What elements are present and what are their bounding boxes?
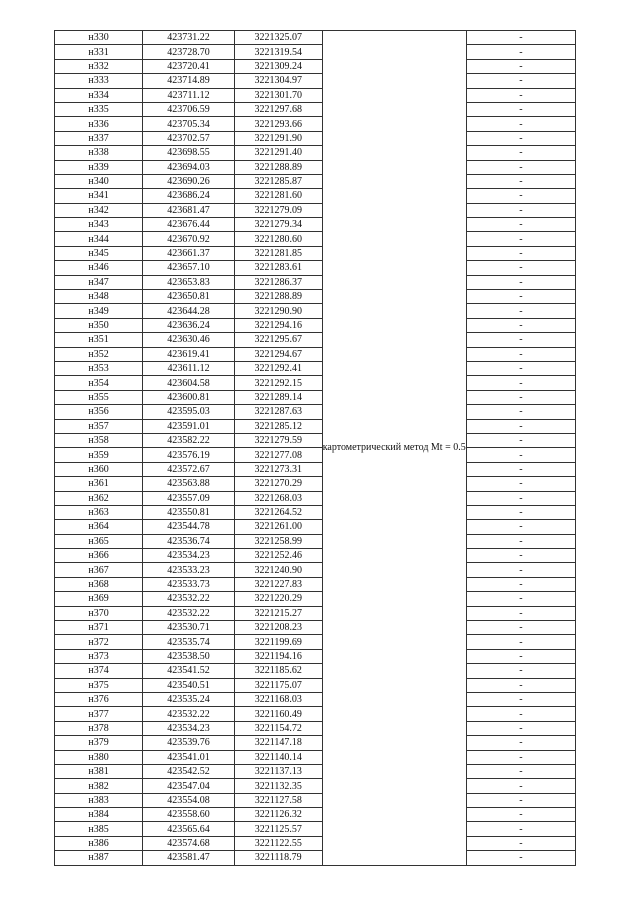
- point-name-cell: н360: [55, 462, 143, 476]
- description-cell: -: [466, 822, 575, 836]
- x-coordinate-cell: 423530.71: [143, 621, 235, 635]
- x-coordinate-cell: 423572.67: [143, 462, 235, 476]
- point-name-cell: н367: [55, 563, 143, 577]
- y-coordinate-cell: 3221325.07: [234, 31, 322, 45]
- point-name-cell: н337: [55, 131, 143, 145]
- description-cell: -: [466, 836, 575, 850]
- description-cell: -: [466, 621, 575, 635]
- y-coordinate-cell: 3221277.08: [234, 448, 322, 462]
- y-coordinate-cell: 3221194.16: [234, 649, 322, 663]
- description-cell: -: [466, 793, 575, 807]
- point-name-cell: н346: [55, 261, 143, 275]
- point-name-cell: н368: [55, 577, 143, 591]
- y-coordinate-cell: 3221273.31: [234, 462, 322, 476]
- y-coordinate-cell: 3221122.55: [234, 836, 322, 850]
- x-coordinate-cell: 423644.28: [143, 304, 235, 318]
- table-row: [55, 505, 576, 519]
- x-coordinate-cell: 423636.24: [143, 318, 235, 332]
- x-coordinate-cell: 423714.89: [143, 74, 235, 88]
- point-name-cell: н366: [55, 549, 143, 563]
- x-coordinate-cell: 423728.70: [143, 45, 235, 59]
- description-cell: -: [466, 520, 575, 534]
- point-name-cell: н330: [55, 31, 143, 45]
- y-coordinate-cell: 3221292.41: [234, 361, 322, 375]
- x-coordinate-cell: 423690.26: [143, 174, 235, 188]
- description-cell: -: [466, 390, 575, 404]
- x-coordinate-cell: 423630.46: [143, 333, 235, 347]
- point-name-cell: н371: [55, 621, 143, 635]
- x-coordinate-cell: 423731.22: [143, 31, 235, 45]
- point-name-cell: н357: [55, 419, 143, 433]
- table-row: [55, 822, 576, 836]
- y-coordinate-cell: 3221281.85: [234, 246, 322, 260]
- point-name-cell: н350: [55, 318, 143, 332]
- table-row: [55, 31, 576, 45]
- x-coordinate-cell: 423563.88: [143, 477, 235, 491]
- description-cell: -: [466, 491, 575, 505]
- point-name-cell: н335: [55, 102, 143, 116]
- y-coordinate-cell: 3221280.60: [234, 232, 322, 246]
- table-row: [55, 361, 576, 375]
- y-coordinate-cell: 3221240.90: [234, 563, 322, 577]
- description-cell: -: [466, 764, 575, 778]
- x-coordinate-cell: 423536.74: [143, 534, 235, 548]
- description-cell: -: [466, 189, 575, 203]
- description-cell: -: [466, 606, 575, 620]
- point-name-cell: н356: [55, 405, 143, 419]
- y-coordinate-cell: 3221132.35: [234, 779, 322, 793]
- y-coordinate-cell: 3221279.09: [234, 203, 322, 217]
- point-name-cell: н342: [55, 203, 143, 217]
- y-coordinate-cell: 3221140.14: [234, 750, 322, 764]
- x-coordinate-cell: 423661.37: [143, 246, 235, 260]
- x-coordinate-cell: 423686.24: [143, 189, 235, 203]
- x-coordinate-cell: 423582.22: [143, 433, 235, 447]
- table-row: [55, 779, 576, 793]
- y-coordinate-cell: 3221291.40: [234, 146, 322, 160]
- table-row: [55, 88, 576, 102]
- point-name-cell: н361: [55, 477, 143, 491]
- table-row: [55, 577, 576, 591]
- x-coordinate-cell: 423533.73: [143, 577, 235, 591]
- x-coordinate-cell: 423706.59: [143, 102, 235, 116]
- point-name-cell: н354: [55, 376, 143, 390]
- x-coordinate-cell: 423604.58: [143, 376, 235, 390]
- description-cell: -: [466, 218, 575, 232]
- table-row: [55, 419, 576, 433]
- point-name-cell: н339: [55, 160, 143, 174]
- x-coordinate-cell: 423542.52: [143, 764, 235, 778]
- description-cell: -: [466, 549, 575, 563]
- point-name-cell: н334: [55, 88, 143, 102]
- x-coordinate-cell: 423698.55: [143, 146, 235, 160]
- point-name-cell: н359: [55, 448, 143, 462]
- x-coordinate-cell: 423702.57: [143, 131, 235, 145]
- point-name-cell: н331: [55, 45, 143, 59]
- description-cell: -: [466, 592, 575, 606]
- point-name-cell: н386: [55, 836, 143, 850]
- point-name-cell: н377: [55, 707, 143, 721]
- point-name-cell: н373: [55, 649, 143, 663]
- table-row: [55, 764, 576, 778]
- table-row: [55, 174, 576, 188]
- table-row: [55, 750, 576, 764]
- y-coordinate-cell: 3221304.97: [234, 74, 322, 88]
- point-name-cell: н336: [55, 117, 143, 131]
- point-name-cell: н370: [55, 606, 143, 620]
- y-coordinate-cell: 3221292.15: [234, 376, 322, 390]
- x-coordinate-cell: 423535.24: [143, 692, 235, 706]
- y-coordinate-cell: 3221289.14: [234, 390, 322, 404]
- point-name-cell: н378: [55, 721, 143, 735]
- x-coordinate-cell: 423574.68: [143, 836, 235, 850]
- point-name-cell: н362: [55, 491, 143, 505]
- table-row: [55, 707, 576, 721]
- description-cell: -: [466, 246, 575, 260]
- x-coordinate-cell: 423541.01: [143, 750, 235, 764]
- table-row: [55, 261, 576, 275]
- y-coordinate-cell: 3221270.29: [234, 477, 322, 491]
- table-row: [55, 793, 576, 807]
- y-coordinate-cell: 3221301.70: [234, 88, 322, 102]
- point-name-cell: н372: [55, 635, 143, 649]
- point-name-cell: н358: [55, 433, 143, 447]
- table-row: [55, 376, 576, 390]
- table-row: [55, 736, 576, 750]
- point-name-cell: н343: [55, 218, 143, 232]
- y-coordinate-cell: 3221288.89: [234, 160, 322, 174]
- description-cell: -: [466, 563, 575, 577]
- table-row: [55, 491, 576, 505]
- table-row: [55, 563, 576, 577]
- description-cell: -: [466, 808, 575, 822]
- y-coordinate-cell: 3221268.03: [234, 491, 322, 505]
- x-coordinate-cell: 423538.50: [143, 649, 235, 663]
- point-name-cell: н380: [55, 750, 143, 764]
- table-row: [55, 131, 576, 145]
- x-coordinate-cell: 423534.23: [143, 721, 235, 735]
- point-name-cell: н349: [55, 304, 143, 318]
- table-row: [55, 721, 576, 735]
- table-row: [55, 304, 576, 318]
- x-coordinate-cell: 423540.51: [143, 678, 235, 692]
- y-coordinate-cell: 3221288.89: [234, 290, 322, 304]
- y-coordinate-cell: 3221279.59: [234, 433, 322, 447]
- description-cell: -: [466, 347, 575, 361]
- point-name-cell: н384: [55, 808, 143, 822]
- description-cell: -: [466, 692, 575, 706]
- table-row: [55, 74, 576, 88]
- table-row: [55, 333, 576, 347]
- table-row: [55, 462, 576, 476]
- point-name-cell: н341: [55, 189, 143, 203]
- table-row: [55, 678, 576, 692]
- x-coordinate-cell: 423595.03: [143, 405, 235, 419]
- table-row: [55, 592, 576, 606]
- table-row: [55, 203, 576, 217]
- y-coordinate-cell: 3221160.49: [234, 707, 322, 721]
- description-cell: -: [466, 261, 575, 275]
- x-coordinate-cell: 423711.12: [143, 88, 235, 102]
- description-cell: -: [466, 131, 575, 145]
- point-name-cell: н382: [55, 779, 143, 793]
- x-coordinate-cell: 423681.47: [143, 203, 235, 217]
- description-cell: -: [466, 477, 575, 491]
- table-row: [55, 45, 576, 59]
- description-cell: -: [466, 405, 575, 419]
- table-row: [55, 520, 576, 534]
- description-cell: -: [466, 736, 575, 750]
- y-coordinate-cell: 3221168.03: [234, 692, 322, 706]
- description-cell: -: [466, 707, 575, 721]
- point-name-cell: н347: [55, 275, 143, 289]
- x-coordinate-cell: 423705.34: [143, 117, 235, 131]
- y-coordinate-cell: 3221297.68: [234, 102, 322, 116]
- x-coordinate-cell: 423544.78: [143, 520, 235, 534]
- y-coordinate-cell: 3221215.27: [234, 606, 322, 620]
- table-row: [55, 405, 576, 419]
- point-name-cell: н355: [55, 390, 143, 404]
- y-coordinate-cell: 3221125.57: [234, 822, 322, 836]
- table-body: [55, 31, 576, 866]
- y-coordinate-cell: 3221137.13: [234, 764, 322, 778]
- x-coordinate-cell: 423535.74: [143, 635, 235, 649]
- point-name-cell: н353: [55, 361, 143, 375]
- x-coordinate-cell: 423550.81: [143, 505, 235, 519]
- point-name-cell: н348: [55, 290, 143, 304]
- y-coordinate-cell: 3221291.90: [234, 131, 322, 145]
- y-coordinate-cell: 3221126.32: [234, 808, 322, 822]
- point-name-cell: н340: [55, 174, 143, 188]
- table-row: [55, 390, 576, 404]
- y-coordinate-cell: 3221287.63: [234, 405, 322, 419]
- point-name-cell: н381: [55, 764, 143, 778]
- x-coordinate-cell: 423532.22: [143, 606, 235, 620]
- y-coordinate-cell: 3221295.67: [234, 333, 322, 347]
- point-name-cell: н379: [55, 736, 143, 750]
- point-name-cell: н332: [55, 59, 143, 73]
- y-coordinate-cell: 3221264.52: [234, 505, 322, 519]
- description-cell: -: [466, 664, 575, 678]
- point-name-cell: н344: [55, 232, 143, 246]
- point-name-cell: н385: [55, 822, 143, 836]
- point-name-cell: н363: [55, 505, 143, 519]
- x-coordinate-cell: 423539.76: [143, 736, 235, 750]
- description-cell: -: [466, 779, 575, 793]
- table-row: [55, 534, 576, 548]
- y-coordinate-cell: 3221118.79: [234, 851, 322, 865]
- table-row: [55, 290, 576, 304]
- y-coordinate-cell: 3221208.23: [234, 621, 322, 635]
- description-cell: -: [466, 74, 575, 88]
- x-coordinate-cell: 423558.60: [143, 808, 235, 822]
- table-row: [55, 649, 576, 663]
- y-coordinate-cell: 3221319.54: [234, 45, 322, 59]
- x-coordinate-cell: 423533.23: [143, 563, 235, 577]
- x-coordinate-cell: 423534.23: [143, 549, 235, 563]
- point-name-cell: н374: [55, 664, 143, 678]
- description-cell: -: [466, 678, 575, 692]
- description-cell: -: [466, 232, 575, 246]
- method-cell: картометрический метод Mt = 0.5: [322, 31, 466, 866]
- description-cell: -: [466, 534, 575, 548]
- table-row: [55, 102, 576, 116]
- x-coordinate-cell: 423581.47: [143, 851, 235, 865]
- x-coordinate-cell: 423532.22: [143, 592, 235, 606]
- x-coordinate-cell: 423611.12: [143, 361, 235, 375]
- y-coordinate-cell: 3221127.58: [234, 793, 322, 807]
- x-coordinate-cell: 423694.03: [143, 160, 235, 174]
- point-name-cell: н364: [55, 520, 143, 534]
- x-coordinate-cell: 423565.64: [143, 822, 235, 836]
- table-row: [55, 477, 576, 491]
- description-cell: -: [466, 462, 575, 476]
- point-name-cell: н351: [55, 333, 143, 347]
- y-coordinate-cell: 3221261.00: [234, 520, 322, 534]
- description-cell: -: [466, 31, 575, 45]
- description-cell: -: [466, 102, 575, 116]
- point-name-cell: н345: [55, 246, 143, 260]
- description-cell: -: [466, 505, 575, 519]
- x-coordinate-cell: 423557.09: [143, 491, 235, 505]
- description-cell: -: [466, 448, 575, 462]
- description-cell: -: [466, 851, 575, 865]
- table-row: [55, 59, 576, 73]
- x-coordinate-cell: 423653.83: [143, 275, 235, 289]
- y-coordinate-cell: 3221285.87: [234, 174, 322, 188]
- point-name-cell: н383: [55, 793, 143, 807]
- y-coordinate-cell: 3221185.62: [234, 664, 322, 678]
- description-cell: -: [466, 146, 575, 160]
- point-name-cell: н376: [55, 692, 143, 706]
- point-name-cell: н375: [55, 678, 143, 692]
- description-cell: -: [466, 318, 575, 332]
- table-row: [55, 635, 576, 649]
- x-coordinate-cell: 423676.44: [143, 218, 235, 232]
- x-coordinate-cell: 423670.92: [143, 232, 235, 246]
- y-coordinate-cell: 3221281.60: [234, 189, 322, 203]
- description-cell: -: [466, 721, 575, 735]
- description-cell: -: [466, 750, 575, 764]
- x-coordinate-cell: 423720.41: [143, 59, 235, 73]
- table-row: [55, 664, 576, 678]
- point-name-cell: н369: [55, 592, 143, 606]
- table-row: [55, 275, 576, 289]
- table-row: [55, 218, 576, 232]
- description-cell: -: [466, 333, 575, 347]
- description-cell: -: [466, 433, 575, 447]
- description-cell: -: [466, 635, 575, 649]
- x-coordinate-cell: 423541.52: [143, 664, 235, 678]
- table-row: [55, 808, 576, 822]
- table-row: [55, 189, 576, 203]
- y-coordinate-cell: 3221283.61: [234, 261, 322, 275]
- table-row: [55, 232, 576, 246]
- x-coordinate-cell: 423554.08: [143, 793, 235, 807]
- description-cell: -: [466, 45, 575, 59]
- point-name-cell: н333: [55, 74, 143, 88]
- table-row: [55, 347, 576, 361]
- y-coordinate-cell: 3221147.18: [234, 736, 322, 750]
- y-coordinate-cell: 3221258.99: [234, 534, 322, 548]
- point-name-cell: н338: [55, 146, 143, 160]
- description-cell: -: [466, 117, 575, 131]
- description-cell: -: [466, 275, 575, 289]
- description-cell: -: [466, 361, 575, 375]
- table-row: [55, 606, 576, 620]
- table-row: [55, 433, 576, 447]
- description-cell: -: [466, 59, 575, 73]
- table-row: [55, 836, 576, 850]
- description-cell: -: [466, 290, 575, 304]
- description-cell: -: [466, 88, 575, 102]
- description-cell: -: [466, 160, 575, 174]
- table-row: [55, 318, 576, 332]
- table-row: [55, 851, 576, 865]
- x-coordinate-cell: 423600.81: [143, 390, 235, 404]
- description-cell: -: [466, 577, 575, 591]
- point-name-cell: н387: [55, 851, 143, 865]
- description-cell: -: [466, 174, 575, 188]
- x-coordinate-cell: 423532.22: [143, 707, 235, 721]
- y-coordinate-cell: 3221252.46: [234, 549, 322, 563]
- y-coordinate-cell: 3221286.37: [234, 275, 322, 289]
- y-coordinate-cell: 3221285.12: [234, 419, 322, 433]
- table-row: [55, 448, 576, 462]
- y-coordinate-cell: 3221293.66: [234, 117, 322, 131]
- x-coordinate-cell: 423657.10: [143, 261, 235, 275]
- y-coordinate-cell: 3221294.16: [234, 318, 322, 332]
- y-coordinate-cell: 3221279.34: [234, 218, 322, 232]
- x-coordinate-cell: 423619.41: [143, 347, 235, 361]
- x-coordinate-cell: 423650.81: [143, 290, 235, 304]
- x-coordinate-cell: 423576.19: [143, 448, 235, 462]
- description-cell: -: [466, 649, 575, 663]
- y-coordinate-cell: 3221227.83: [234, 577, 322, 591]
- point-name-cell: н365: [55, 534, 143, 548]
- table-row: [55, 246, 576, 260]
- table-row: [55, 146, 576, 160]
- y-coordinate-cell: 3221290.90: [234, 304, 322, 318]
- table-row: [55, 621, 576, 635]
- table-row: [55, 160, 576, 174]
- y-coordinate-cell: 3221220.29: [234, 592, 322, 606]
- x-coordinate-cell: 423547.04: [143, 779, 235, 793]
- y-coordinate-cell: 3221309.24: [234, 59, 322, 73]
- table-row: [55, 549, 576, 563]
- description-cell: -: [466, 419, 575, 433]
- point-name-cell: н352: [55, 347, 143, 361]
- description-cell: -: [466, 203, 575, 217]
- table-row: [55, 692, 576, 706]
- y-coordinate-cell: 3221199.69: [234, 635, 322, 649]
- table-row: [55, 117, 576, 131]
- x-coordinate-cell: 423591.01: [143, 419, 235, 433]
- description-cell: -: [466, 376, 575, 390]
- y-coordinate-cell: 3221154.72: [234, 721, 322, 735]
- y-coordinate-cell: 3221175.07: [234, 678, 322, 692]
- coordinates-table: [54, 30, 576, 866]
- y-coordinate-cell: 3221294.67: [234, 347, 322, 361]
- description-cell: -: [466, 304, 575, 318]
